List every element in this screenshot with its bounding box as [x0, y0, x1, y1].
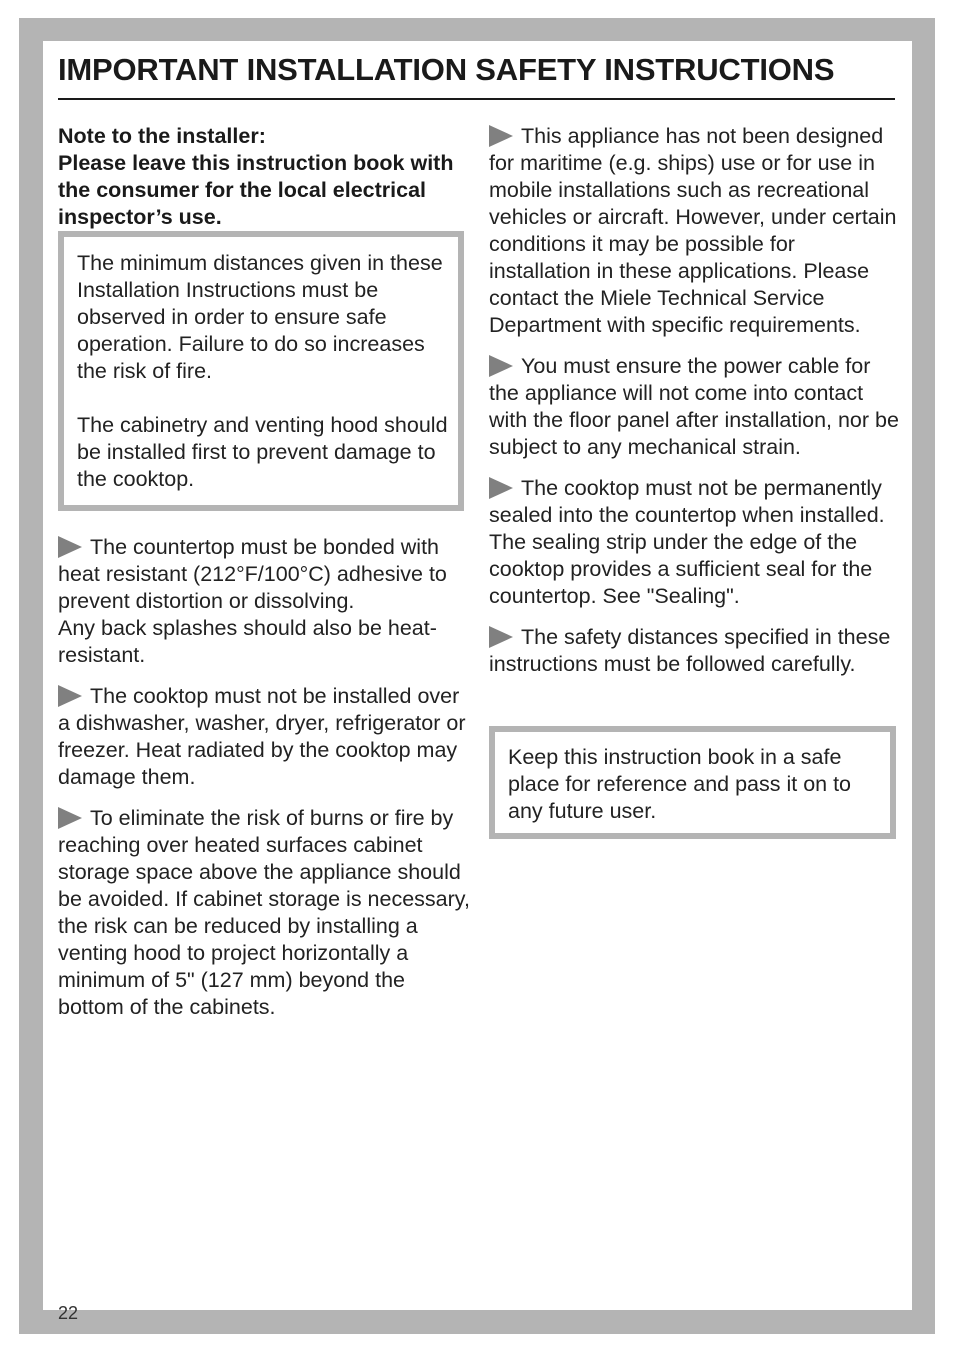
- bullet-text: The cooktop must not be permanently sealed into the countertop when installed. The sealing strip under the edge of the cooktop provides a sufficient seal for the countertop. See "Sealing".: [489, 476, 885, 608]
- installer-note-heading: Note to the installer:: [58, 124, 266, 148]
- triangle-bullet-icon: [58, 807, 82, 829]
- page-number: 22: [58, 1303, 79, 1323]
- left-column: [58, 123, 470, 1035]
- title-divider: [58, 98, 895, 100]
- bullet-text: This appliance has not been designed for maritime (e.g. ships) use or for use in mobile installations such as recreational vehicles or aircraft. However, under certain conditions it may be possible for installation in these applications. Please contact the Miele Technical Service Department with specific requirements.: [489, 124, 897, 337]
- page-title: IMPORTANT INSTALLATION SAFETY INSTRUCTIONS: [58, 52, 835, 87]
- triangle-bullet-icon: [489, 355, 513, 377]
- keep-instructions-text: Keep this instruction book in a safe place for reference and pass it on to any future user.: [508, 745, 852, 823]
- safety-bullet: [489, 475, 899, 610]
- safety-bullet: [58, 805, 470, 1021]
- bullet-text: You must ensure the power cable for the appliance will not come into contact with the floor panel after installation, nor be subject to any mechanical strain.: [489, 354, 899, 459]
- warning-paragraph: The cabinetry and venting hood should be installed first to prevent damage to the cooktop.: [77, 413, 448, 491]
- triangle-bullet-icon: [489, 125, 513, 147]
- bullet-text: The safety distances specified in these instructions must be followed carefully.: [489, 625, 891, 676]
- safety-bullet: [489, 123, 899, 339]
- bullet-text: The cooktop must not be installed over a dishwasher, washer, dryer, refrigerator or freezer. Heat radiated by the cooktop may damage them.: [58, 684, 466, 789]
- safety-bullet: [58, 534, 470, 669]
- keep-instructions-box: [489, 726, 896, 839]
- bullet-text: The countertop must be bonded with heat resistant (212°F/100°C) adhesive to prevent distortion or dissolving.: [58, 535, 447, 613]
- bullet-text: To eliminate the risk of burns or fire by reaching over heated surfaces cabinet storage space above the appliance should be avoided. If cabinet storage is necessary, the risk can be reduced by installing a venting hood to project horizontally a minimum of 5" (127 mm) beyond the bottom of the cabinets.: [58, 806, 470, 1019]
- installer-note-text: Please leave this instruction book with the consumer for the local electrical inspector’s use.: [58, 151, 454, 229]
- triangle-bullet-icon: [58, 536, 82, 558]
- triangle-bullet-icon: [489, 626, 513, 648]
- safety-bullet: [489, 353, 899, 461]
- safety-bullet: [58, 683, 470, 791]
- fire-risk-warning-box: [58, 231, 464, 511]
- safety-bullet: [489, 624, 899, 678]
- triangle-bullet-icon: [58, 685, 82, 707]
- installer-note: [58, 123, 470, 231]
- right-column: [489, 123, 899, 839]
- triangle-bullet-icon: [489, 477, 513, 499]
- bullet-text: Any back splashes should also be heat-resistant.: [58, 616, 437, 667]
- warning-paragraph: The minimum distances given in these Installation Instructions must be observed in order to ensure safe operation. Failure to do so increases the risk of fire.: [77, 251, 443, 383]
